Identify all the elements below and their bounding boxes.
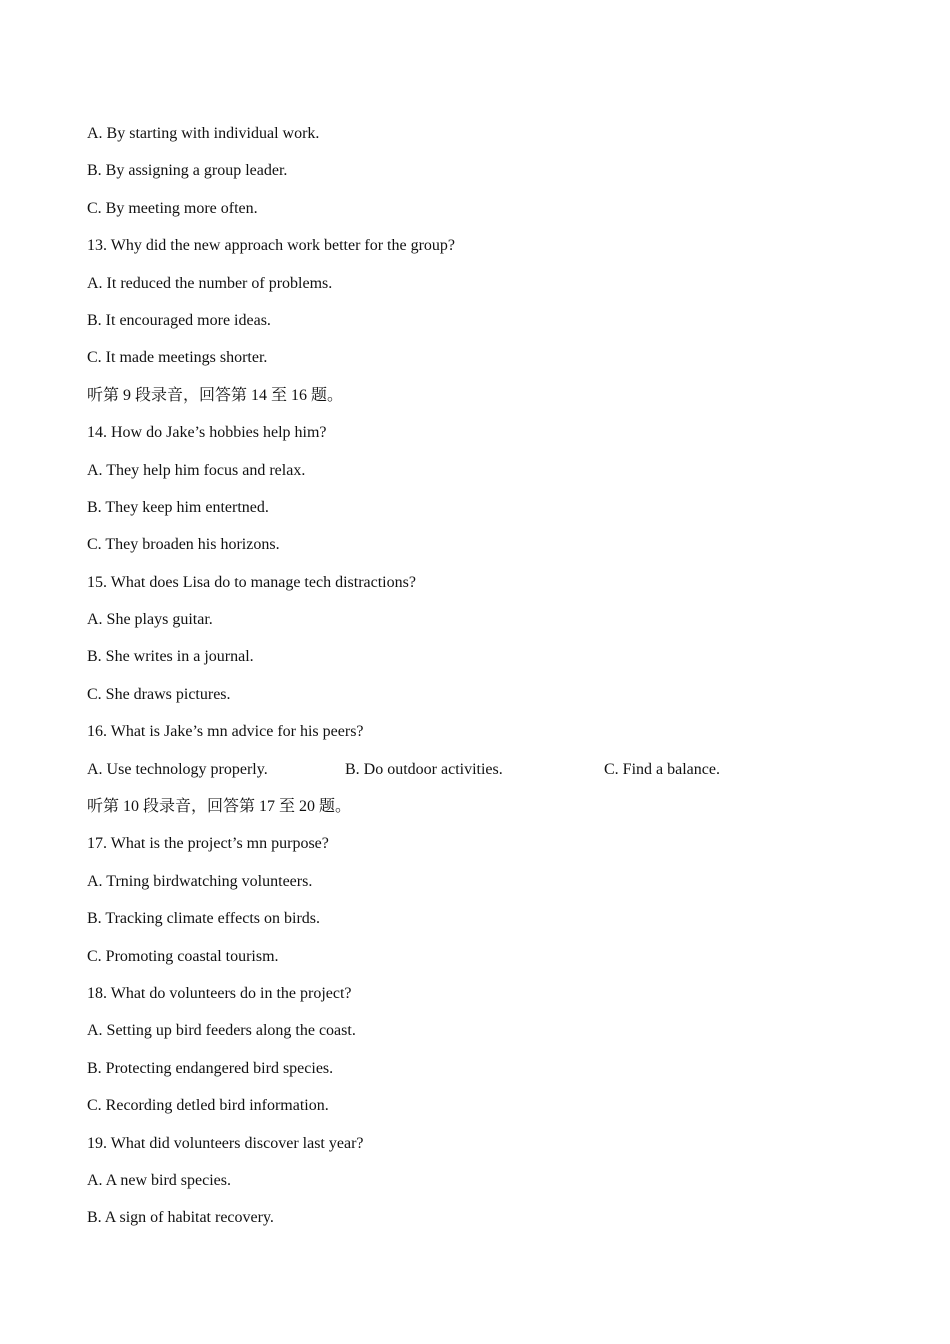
- option-q19-a: A. A new bird species.: [87, 1171, 231, 1189]
- option-q19-b: B. A sign of habitat recovery.: [87, 1209, 274, 1227]
- option-q12-a: A. By starting with individual work.: [87, 125, 320, 142]
- option-q15-c: C. She draws pictures.: [87, 685, 231, 703]
- question-19: 19. What did volunteers discover last year?: [87, 1134, 364, 1152]
- document-page: [87, 122, 887, 1244]
- option-q13-a: A. It reduced the number of problems.: [87, 274, 333, 292]
- question-17: 17. What is the project’s mn purpose?: [87, 835, 329, 853]
- option-q13-c: C. It made meetings shorter.: [87, 349, 268, 367]
- question-16-options: [87, 758, 887, 795]
- option-q15-b: B. She writes in a journal.: [87, 648, 254, 666]
- option-q18-b: B. Protecting endangered bird species.: [87, 1059, 334, 1077]
- question-15: 15. What does Lisa do to manage tech distractions?: [87, 573, 416, 591]
- option-q17-c: C. Promoting coastal tourism.: [87, 947, 279, 965]
- question-16: 16. What is Jake’s mn advice for his peers?: [87, 723, 364, 741]
- option-q17-b: B. Tracking climate effects on birds.: [87, 910, 320, 928]
- option-q16-a: A. Use technology properly.: [87, 760, 268, 778]
- option-q17-a: A. Trning birdwatching volunteers.: [87, 872, 313, 890]
- option-q14-b: B. They keep him entertned.: [87, 498, 269, 516]
- section-instruction-9: 听第 9 段录音，回答第 14 至 16 题。: [87, 386, 344, 404]
- option-q13-b: B. It encouraged more ideas.: [87, 311, 271, 329]
- option-q12-b: B. By assigning a group leader.: [87, 162, 288, 180]
- option-q16-c: C. Find a balance.: [604, 760, 720, 778]
- option-q16-b: B. Do outdoor activities.: [345, 760, 503, 778]
- question-13: 13. Why did the new approach work better for the group?: [87, 237, 456, 255]
- option-q14-c: C. They broaden his horizons.: [87, 536, 280, 554]
- question-14: 14. How do Jake’s hobbies help him?: [87, 424, 327, 442]
- option-q18-c: C. Recording detled bird information.: [87, 1097, 329, 1115]
- option-q14-a: A. They help him focus and relax.: [87, 461, 306, 479]
- section-instruction-10: 听第 10 段录音，回答第 17 至 20 题。: [87, 798, 352, 816]
- question-18: 18. What do volunteers do in the project?: [87, 984, 352, 1002]
- option-q15-a: A. She plays guitar.: [87, 611, 213, 629]
- option-q12-c: C. By meeting more often.: [87, 199, 258, 217]
- option-q18-a: A. Setting up bird feeders along the coast.: [87, 1022, 356, 1040]
